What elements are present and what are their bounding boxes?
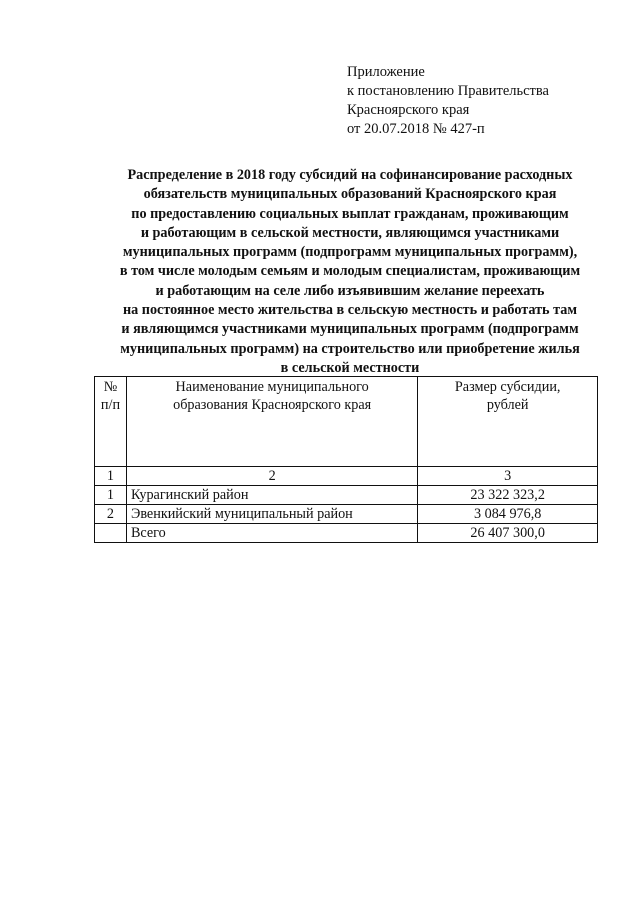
header-amount-line2: рублей bbox=[486, 397, 529, 413]
title-line: муниципальных программ) на строительство или приобретение жилья bbox=[120, 340, 580, 357]
column-number: 1 bbox=[95, 467, 127, 486]
appendix-header bbox=[347, 63, 549, 139]
row-amount: 23 322 323,2 bbox=[418, 486, 598, 505]
total-label: Всего bbox=[126, 524, 417, 543]
row-municipality: Эвенкийский муниципальный район bbox=[126, 505, 417, 524]
appendix-line: Приложение bbox=[347, 64, 425, 80]
header-name-line1: Наименование муниципального bbox=[175, 379, 369, 395]
total-amount: 26 407 300,0 bbox=[418, 524, 598, 543]
column-number: 2 bbox=[126, 467, 417, 486]
title-line: муниципальных программ (подпрограмм муниципальных программ), bbox=[122, 244, 578, 261]
appendix-line: Красноярского края bbox=[347, 102, 470, 118]
appendix-line: от 20.07.2018 № 427-п bbox=[347, 121, 485, 137]
header-name bbox=[126, 377, 417, 467]
title-line: и являющимся участниками муниципальных программ (подпрограмм bbox=[121, 321, 579, 338]
title-line: в сельской местности bbox=[280, 359, 420, 376]
row-municipality: Курагинский район bbox=[126, 486, 417, 505]
total-num-empty bbox=[95, 524, 127, 543]
header-name-line2: образования Красноярского края bbox=[173, 397, 372, 413]
column-number: 3 bbox=[418, 467, 598, 486]
header-amount bbox=[418, 377, 598, 467]
title-line: Распределение в 2018 году субсидий на софинансирование расходных bbox=[127, 167, 573, 183]
column-number-row bbox=[95, 467, 598, 486]
table-header-row bbox=[95, 377, 598, 467]
header-num-line1: № bbox=[103, 379, 118, 395]
row-num: 1 bbox=[95, 486, 127, 505]
title-line: и работающим на селе либо изъявившим желание переехать bbox=[155, 282, 545, 299]
table-row bbox=[95, 505, 598, 524]
title-line: в том числе молодым семьям и молодым специалистам, проживающим bbox=[119, 263, 581, 280]
document-title bbox=[90, 166, 610, 378]
header-amount-line1: Размер субсидии, bbox=[454, 379, 561, 395]
total-row bbox=[95, 524, 598, 543]
title-line: обязательств муниципальных образований Красноярского края bbox=[143, 186, 557, 203]
header-num bbox=[95, 377, 127, 467]
row-amount: 3 084 976,8 bbox=[418, 505, 598, 524]
appendix-line: к постановлению Правительства bbox=[347, 83, 549, 99]
title-line: и работающим в сельской местности, являющимся участниками bbox=[140, 224, 560, 241]
title-line: по предоставлению социальных выплат гражданам, проживающим bbox=[131, 205, 569, 222]
table-row bbox=[95, 486, 598, 505]
header-num-line2: п/п bbox=[100, 397, 121, 413]
subsidy-table bbox=[94, 376, 598, 543]
title-line: на постоянное место жительства в сельскую местность и работать там bbox=[122, 302, 578, 319]
row-num: 2 bbox=[95, 505, 127, 524]
